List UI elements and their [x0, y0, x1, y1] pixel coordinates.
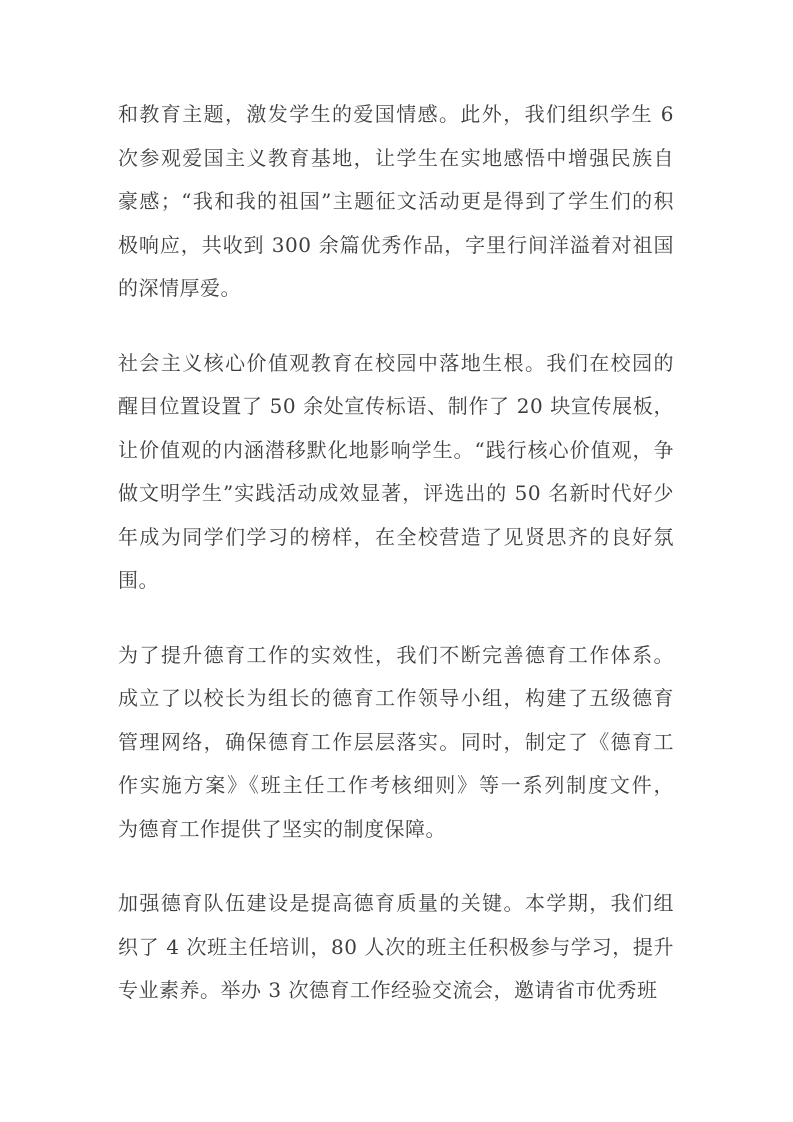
text-line: 年成为同学们学习的榜样，在全校营造了见贤思齐的良好氛: [118, 524, 674, 549]
text-line: 豪感；“我和我的祖国”主题征文活动更是得到了学生们的积: [118, 189, 674, 213]
text-line: 为了提升德育工作的实效性，我们不断完善德育工作体系。: [118, 642, 674, 667]
text-line: 织了 4 次班主任培训，80 人次的班主任积极参与学习，提升: [118, 934, 674, 959]
text-line: 专业素养。举办 3 次德育工作经验交流会，邀请省市优秀班: [118, 978, 658, 1002]
text-line: 次参观爱国主义教育基地，让学生在实地感悟中增强民族自: [118, 145, 674, 170]
paragraph: [118, 634, 674, 852]
text-line: 做文明学生”实践活动成效显著，评选出的 50 名新时代好少: [118, 481, 674, 505]
paragraph: [118, 342, 674, 603]
text-line: 管理网络，确保德育工作层层落实。同时，制定了《德育工: [118, 729, 674, 754]
text-line: 醒目位置设置了 50 余处宣传标语、制作了 20 块宣传展板，: [118, 394, 674, 418]
document-text-block: [118, 93, 674, 1013]
paragraph: [118, 93, 674, 311]
text-line: 和教育主题，激发学生的爱国情感。此外，我们组织学生 6: [118, 102, 674, 126]
text-line: 极响应，共收到 300 余篇优秀作品，字里行间洋溢着对祖国: [118, 232, 674, 257]
text-line: 的深情厚爱。: [118, 276, 241, 300]
paragraph: [118, 882, 674, 1013]
text-line: 社会主义核心价值观教育在校园中落地生根。我们在校园的: [118, 350, 674, 375]
text-line: 让价值观的内涵潜移默化地影响学生。“践行核心价值观，争: [118, 437, 674, 462]
text-line: 成立了以校长为组长的德育工作领导小组，构建了五级德育: [118, 686, 674, 710]
text-line: 围。: [118, 568, 159, 592]
text-line: 加强德育队伍建设是提高德育质量的关键。本学期，我们组: [118, 891, 674, 915]
text-line: 作实施方案》《班主任工作考核细则》等一系列制度文件，: [118, 773, 674, 797]
text-line: 为德育工作提供了坚实的制度保障。: [118, 816, 446, 841]
